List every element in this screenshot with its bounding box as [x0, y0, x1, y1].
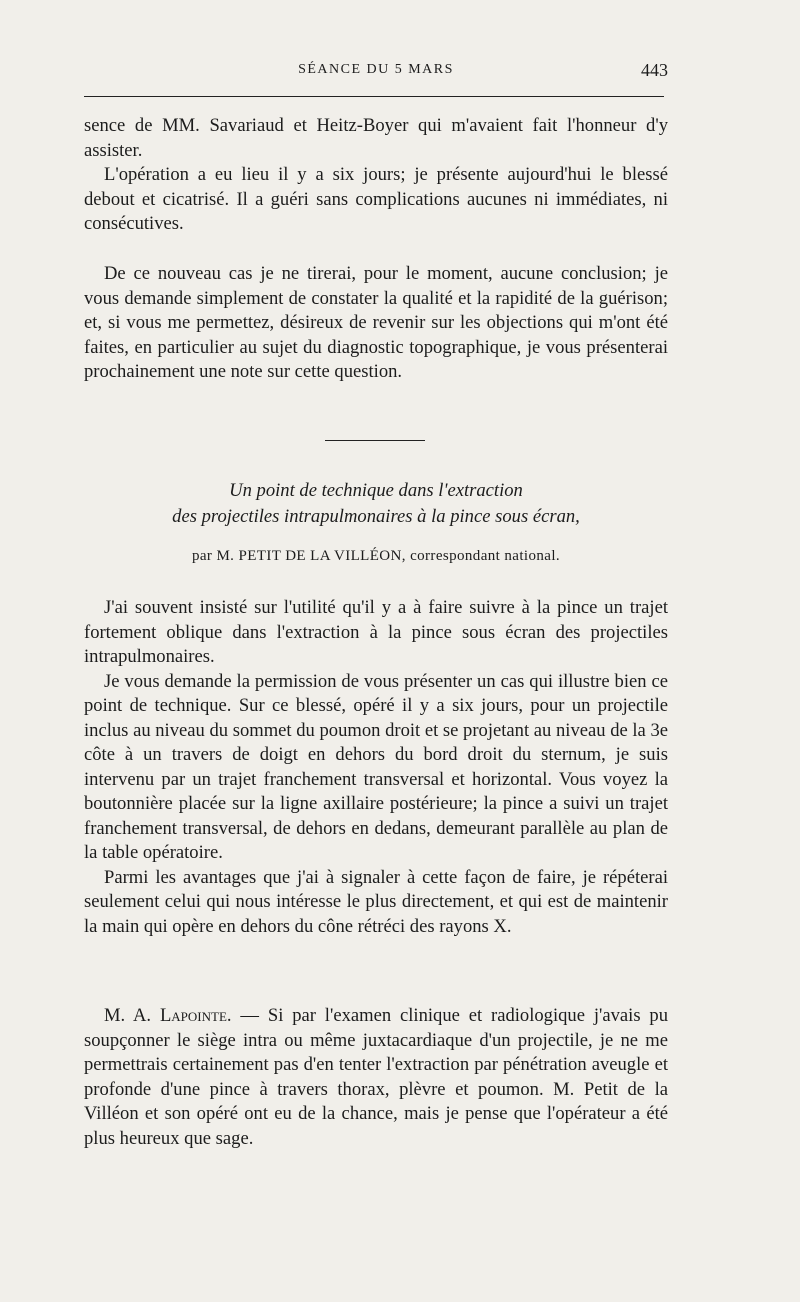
discussion-paragraph — [84, 1004, 668, 1151]
running-title: SÉANCE DU 5 MARS — [298, 62, 454, 77]
speaker-prefix: M. A. — [104, 1005, 160, 1026]
article-author — [84, 548, 668, 565]
paragraph: Parmi les avantages que j'ai à signaler à cette façon de faire, je répéterai seulement celui qui nous intéresse le plus directement, et qui est de maintenir la main qui opère en dehors du cône rétréci des rayons X. — [84, 866, 668, 937]
page-header — [84, 60, 668, 84]
paragraph: J'ai souvent insisté sur l'utilité qu'il y a à faire suivre à la pince un trajet fortement oblique dans l'extraction à la pince sous écran des projectiles intrapulmonaires. — [84, 597, 668, 667]
article-title-line: Un point de technique dans l'extraction — [229, 480, 523, 501]
header-rule — [84, 96, 664, 97]
author-prefix: par M. — [191, 548, 239, 564]
author-suffix: , correspondant national. — [401, 548, 561, 564]
discussion-text: Si par l'examen clinique et radiologique j'avais pu soupçonner le siège intra ou même juxtacardiaque d'un projectile, je ne me permettrais certainement pas d'en tenter l'extraction par pénétration aveugle et profonde d'une pince à travers thorax, plèvre et poumon. M. Petit de la Villéon et son opéré ont eu de la chance, mais je pense que l'opérateur a été plus heureux que sage. — [84, 1005, 668, 1149]
section-divider — [325, 440, 425, 441]
page-number: 443 — [641, 60, 668, 80]
paragraph: sence de MM. Savariaud et Heitz-Boyer qui m'avaient fait l'honneur d'y assister. — [84, 115, 668, 161]
discussion-section — [84, 1004, 668, 1151]
paragraph: De ce nouveau cas je ne tirerai, pour le moment, aucune conclusion; je vous demande simplement de constater la qualité et la rapidité de la guérison; et, si vous me permettez, désireux de revenir sur les objections qui m'ont été faites, en particulier au sujet du diagnostic topographique, je vous présenterai prochainement une note sur cette question. — [84, 263, 668, 382]
article-title-line: des projectiles intrapulmonaires à la pince sous écran, — [172, 506, 580, 527]
author-name: PETIT DE LA VILLÉON — [238, 548, 402, 564]
speaker-name: Lapointe — [159, 1005, 227, 1026]
paragraph: Je vous demande la permission de vous présenter un cas qui illustre bien ce point de technique. Sur ce blessé, opéré il y a six jours, pour un projectile inclus au niveau du sommet du poumon droit et se projetant au niveau de la 3e côte à un travers de doigt en dehors du bord droit du sternum, je suis intervenu par un trajet franchement transversal et horizontal. Vous voyez la boutonnière placée sur la ligne axillaire postérieure; la pince a suivi un trajet franchement transversal, de dehors en dedans, demeurant parallèle au plan de la table opératoire. — [84, 670, 669, 863]
conclusion-section — [84, 262, 668, 385]
speaker-separator: . — — [226, 1005, 268, 1026]
paragraph: L'opération a eu lieu il y a six jours; je présente aujourd'hui le blessé debout et cicatrisé. Il a guéri sans complications aucunes ni immédiates, ni consécutives. — [84, 164, 668, 234]
article-title — [84, 478, 668, 530]
continuation-section — [84, 114, 668, 237]
article-body — [84, 596, 668, 939]
